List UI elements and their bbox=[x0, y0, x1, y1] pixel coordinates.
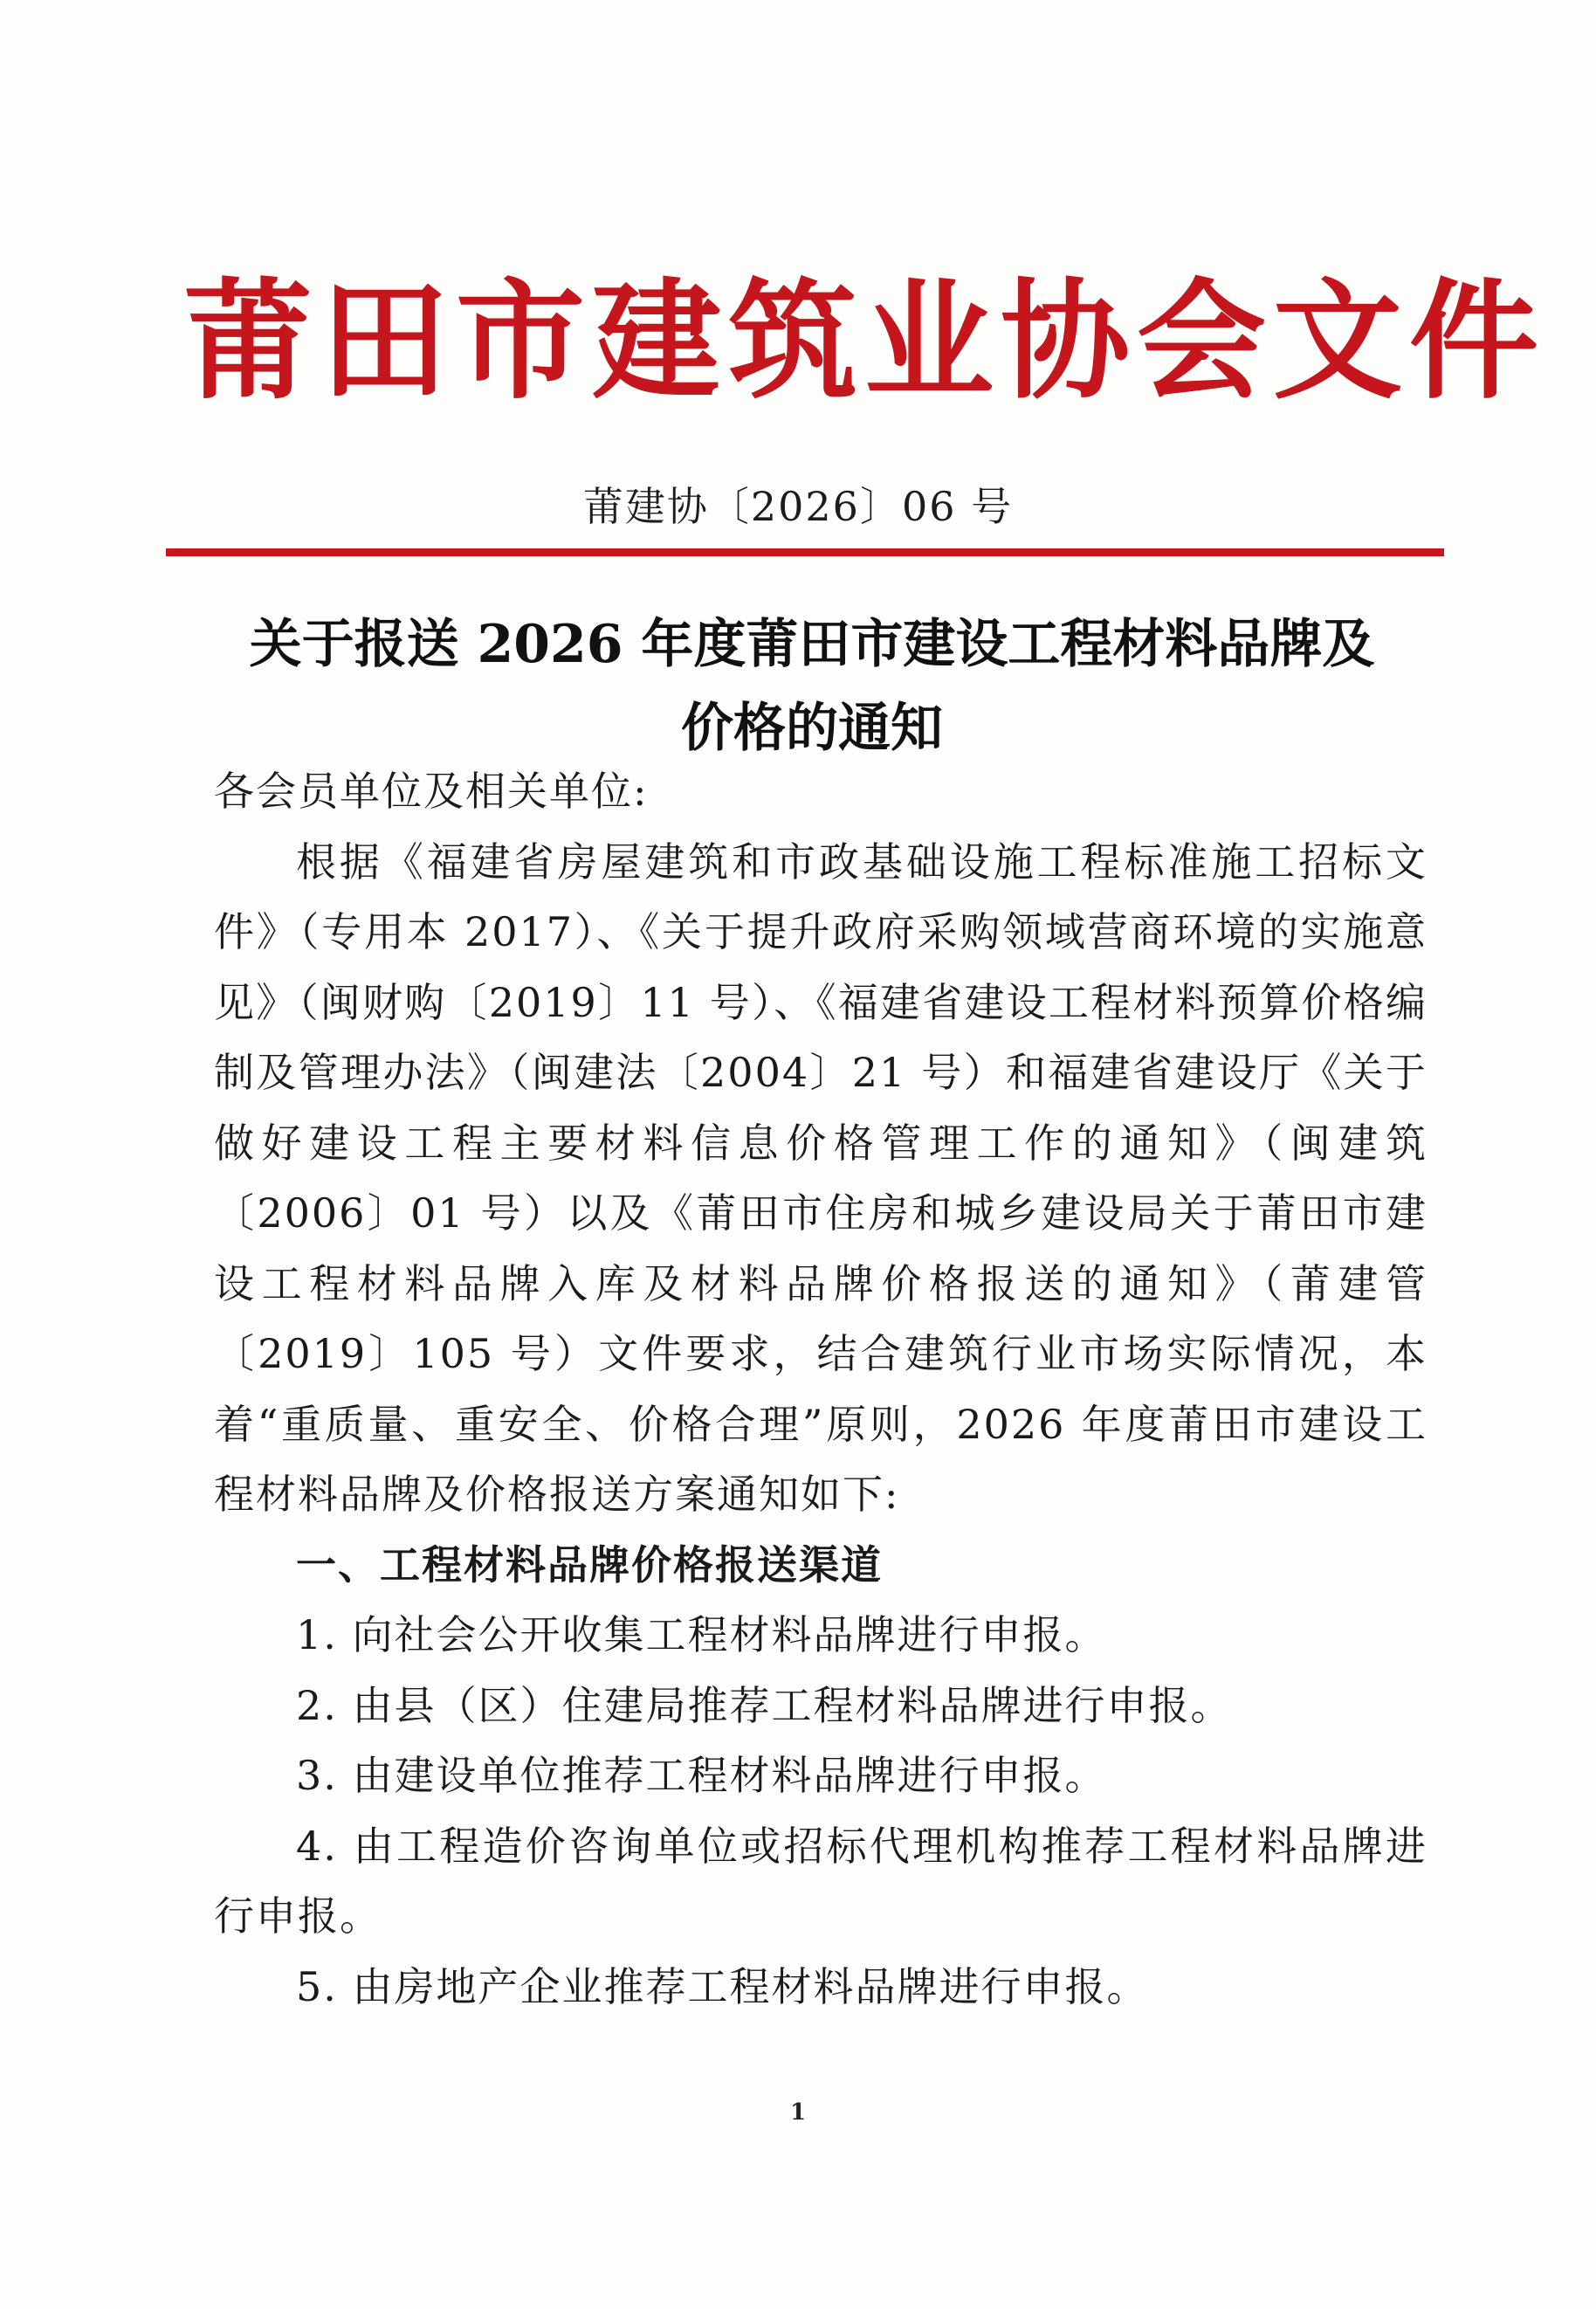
list-item: 4. 由工程造价咨询单位或招标代理机构推荐工程材料品牌进行申报。 bbox=[214, 1822, 1427, 1940]
list-item: 3. 由建设单位推荐工程材料品牌进行申报。 bbox=[296, 1752, 1107, 1799]
document-body bbox=[214, 756, 1427, 2022]
intro-paragraph: 根据《福建省房屋建筑和市政基础设施工程标准施工招标文件》（专用本 2017）、《关于提升政府采购领域营商环境的实施意见》（闽财购〔2019〕11 号）、《福建省建设工程材料预算价格编制及管理办法》（闽建法〔2004〕21 号）和福建省建设厅《关于做好建设工程主要材料信息价格管理工作的通知》（闽建筑〔2006〕01 号）以及《莆田市住房和城乡建设局关于莆田市建设工程材料品牌入库及材料品牌价格报送的通知》（莆建管〔2019〕105 号）文件要求，结合建筑行业市场实际情况，本着“重质量、重安全、价格合理”原则，2026 年度莆田市建设工程材料品牌及价格报送方案通知如下: bbox=[214, 837, 1427, 1518]
page-number: 1 bbox=[789, 2099, 807, 2126]
masthead-title: 莆田市建筑业协会文件 bbox=[183, 265, 1545, 417]
salutation: 各会员单位及相关单位: bbox=[214, 768, 649, 815]
section-heading: 一、工程材料品牌价格报送渠道 bbox=[296, 1540, 883, 1589]
red-divider-line bbox=[166, 548, 1444, 556]
list-item: 1. 向社会公开收集工程材料品牌进行申报。 bbox=[296, 1611, 1107, 1658]
list-item: 2. 由县（区）住建局推荐工程材料品牌进行申报。 bbox=[296, 1681, 1233, 1729]
notice-title bbox=[201, 603, 1423, 770]
document-number: 莆建协〔2026〕06 号 bbox=[582, 483, 1014, 530]
list-item: 5. 由房地产企业推荐工程材料品牌进行申报。 bbox=[296, 1962, 1149, 2010]
notice-title-line-1: 关于报送 2026 年度莆田市建设工程材料品牌及 bbox=[249, 614, 1375, 675]
notice-title-line-2: 价格的通知 bbox=[681, 698, 943, 759]
